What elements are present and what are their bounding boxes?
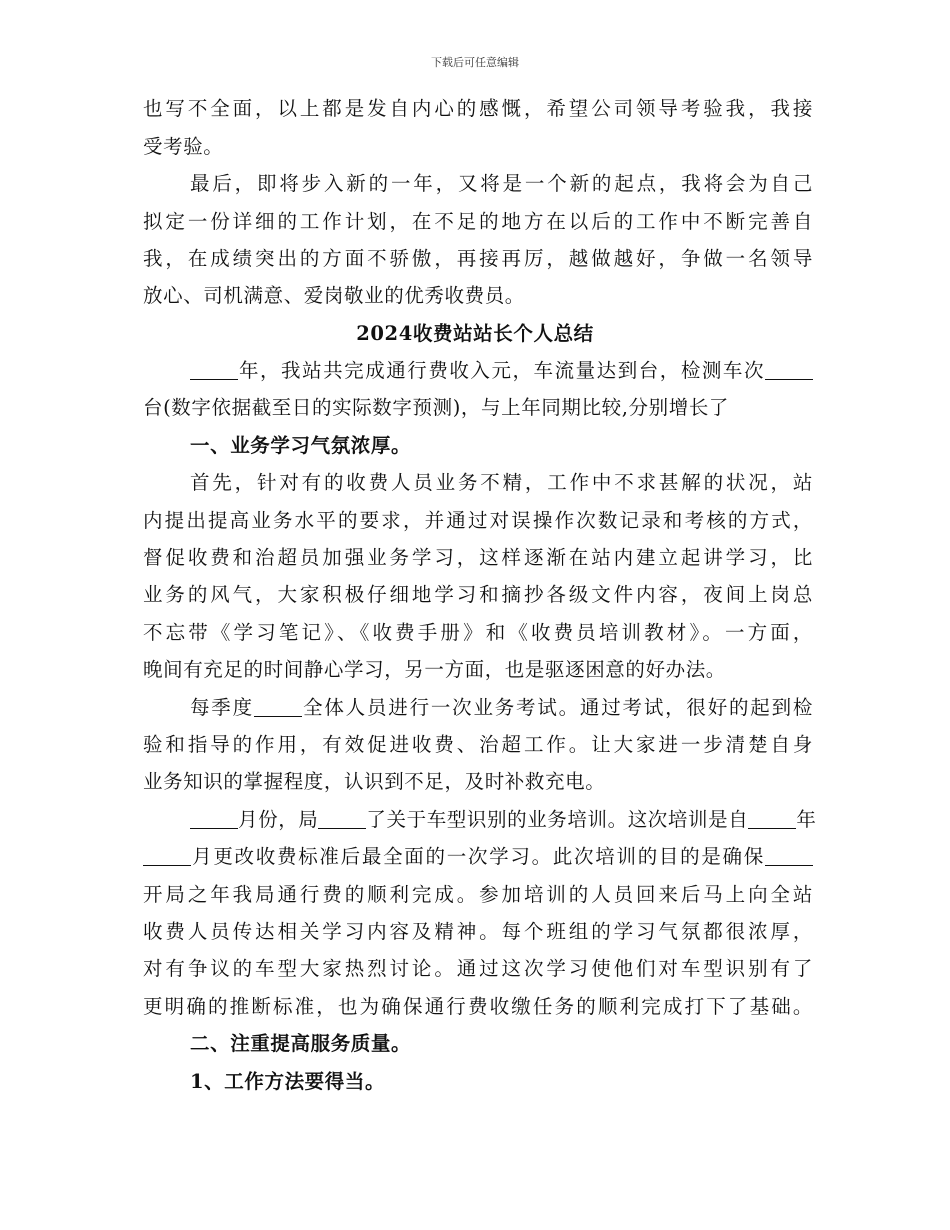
blank-underline [143,845,191,866]
blank-underline [190,359,238,380]
text-line: 也写不全面，以上都是发自内心的感慨，希望公司领导考验我，我接 [143,97,813,120]
text-line: 最后，即将步入新的一年，又将是一个新的起点，我将会为自己 [190,172,813,195]
text-line: 督促收费和治超员加强业务学习，这样逐渐在站内建立起讲学习，比 [143,546,813,569]
text-fragment: 年，我站共完成通行费收入元，车流量达到台，检测车次 [238,359,765,382]
text-line: 更明确的推断标准，也为确保通行费收缴任务的顺利完成打下了基础。 [143,995,813,1018]
blank-underline [765,845,813,866]
section-heading: 一、业务学习气氛浓厚。 [190,434,412,457]
text-line: 我，在成绩突出的方面不骄傲，再接再厉，越做越好，争做一名领导 [143,247,813,270]
text-line [190,807,817,833]
text-line: 内提出提高业务水平的要求，并通过对误操作次数记录和考核的方式， [143,509,813,532]
text-line [190,358,813,384]
text-fragment: 全体人员进行一次业务考试。通过考试，很好的起到检 [301,696,813,719]
text-fragment: 年 [796,808,817,831]
text-line [190,695,813,721]
blank-underline [254,696,302,717]
text-fragment: 每季度 [190,696,254,719]
section-title: 2024收费站站长个人总结 [356,322,594,345]
text-line: 业务的风气，大家积极仔细地学习和摘抄各级文件内容，夜间上岗总 [143,583,813,606]
text-line: 收费人员传达相关学习内容及精神。每个班组的学习气氛都很浓厚， [143,920,813,943]
text-line: 不忘带《学习笔记》、《收费手册》和《收费员培训教材》。一方面， [143,621,813,644]
text-line: 业务知识的掌握程度，认识到不足，及时补救充电。 [143,770,606,793]
blank-underline [765,359,813,380]
blank-underline [190,808,238,829]
blank-underline [748,808,796,829]
text-line: 拟定一份详细的工作计划，在不足的地方在以后的工作中不断完善自 [143,210,813,233]
text-fragment: 月份，局 [238,808,319,831]
section-heading: 二、注重提高服务质量。 [190,1032,412,1055]
text-line: 开局之年我局通行费的顺利完成。参加培训的人员回来后马上向全站 [143,883,813,906]
text-line: 对有争议的车型大家热烈讨论。通过这次学习使他们对车型识别有了 [143,957,813,980]
text-fragment: 月更改收费标准后最全面的一次学习。此次培训的目的是确保 [191,845,765,868]
text-line: 受考验。 [143,135,224,158]
text-line: 放心、司机满意、爱岗敬业的优秀收费员。 [143,284,525,307]
text-fragment: 了关于车型识别的业务培训。这次培训是自 [366,808,749,831]
blank-underline [318,808,366,829]
page-header: 下载后可任意编辑 [431,56,519,69]
text-line: 晚间有充足的时间静心学习，另一方面，也是驱逐困意的好办法。 [143,658,726,681]
text-line: 台(数字依据截至日的实际数字预测)，与上年同期比较,分别增长了 [143,396,730,419]
text-line [143,844,813,870]
text-line: 首先，针对有的收费人员业务不精，工作中不求甚解的状况，站 [190,471,813,494]
text-line: 验和指导的作用，有效促进收费、治超工作。让大家进一步清楚自身 [143,733,813,756]
section-heading: 1、工作方法要得当。 [190,1070,386,1093]
